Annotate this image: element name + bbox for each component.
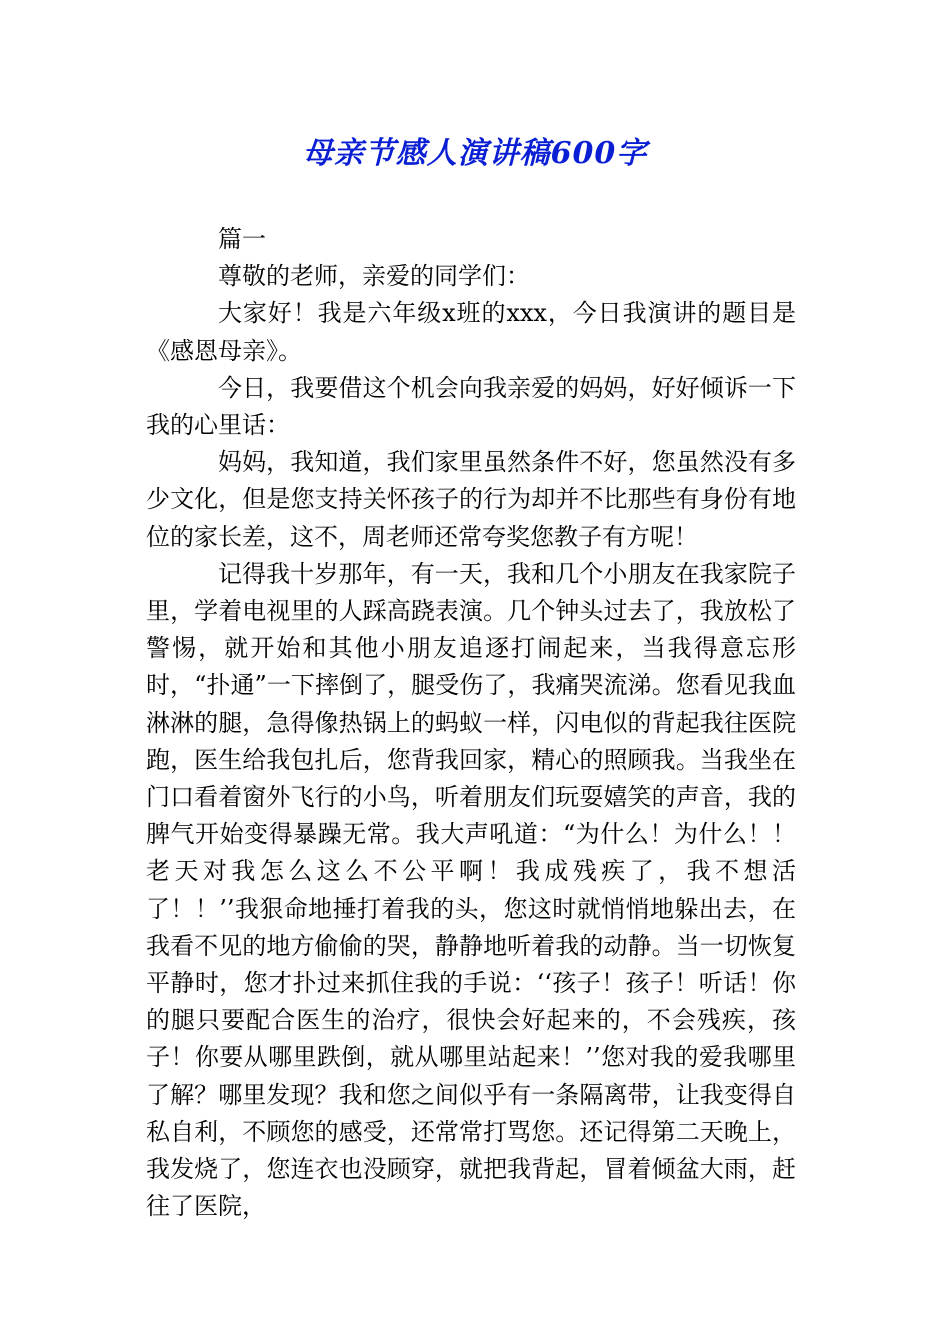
paragraph-salutation: 尊敬的老师，亲爱的同学们： [218,262,530,291]
paragraph-memory: 记得我十岁那年，有一天，我和几个小朋友在我家院子里，学着电视里的人踩高跷表演。几个钟头过去了，我放松了警惕，就开始和其他小朋友追逐打闹起来，当我得意忘形时，“扑通”一下摔倒了，腿受伤了，我痛哭流涕。您看见我血淋淋的腿，急得像热锅上的蚂蚁一样，闪电似的背起我往医院跑，医生给我包扎后，您背我回家，精心的照顾我。当我坐在门口看着窗外飞行的小鸟，听着朋友们玩耍嬉笑的声音，我的脾气开始变得暴躁无常。我大声吼道：“为什么！为什么！！老天对我怎么这么不公平啊！我成残疾了，我不想活了！！’’我狠命地捶打着我的头，您这时就悄悄地躲出去，在我看不见的地方偷偷的哭，静静地听着我的动静。当一切恢复平静时，您才扑过来抓住我的手说：‘‘孩子！孩子！听话！你的腿只要配合医生的治疗，很快会好起来的，不会残疾，孩子！你要从哪里跌倒，就从哪里站起来！’’您对我的爱我哪里了解？哪里发现？我和您之间似乎有一条隔离带，让我变得自私自利，不顾您的感受，还常常打骂您。还记得第二天晚上，我发烧了，您连衣也没顾穿，就把我背起，冒着倾盆大雨，赶往了医院， [146,559,796,1221]
paragraph-gratitude: 妈妈，我知道，我们家里虽然条件不好，您虽然没有多少文化，但是您支持关怀孩子的行为却并不比那些有身份有地位的家长差，这不，周老师还常夸奖您教子有方呢！ [146,448,796,551]
paragraph-section-label: 篇一 [218,225,266,253]
paragraph-opening: 今日，我要借这个机会向我亲爱的妈妈，好好倾诉一下我的心里话： [146,373,796,440]
document-body [146,221,796,1225]
paragraph-introduction: 大家好！我是六年级x班的xxx，今日我演讲的题目是《感恩母亲》。 [146,299,796,365]
document-title: 母亲节感人演讲稿600字 [302,136,648,171]
